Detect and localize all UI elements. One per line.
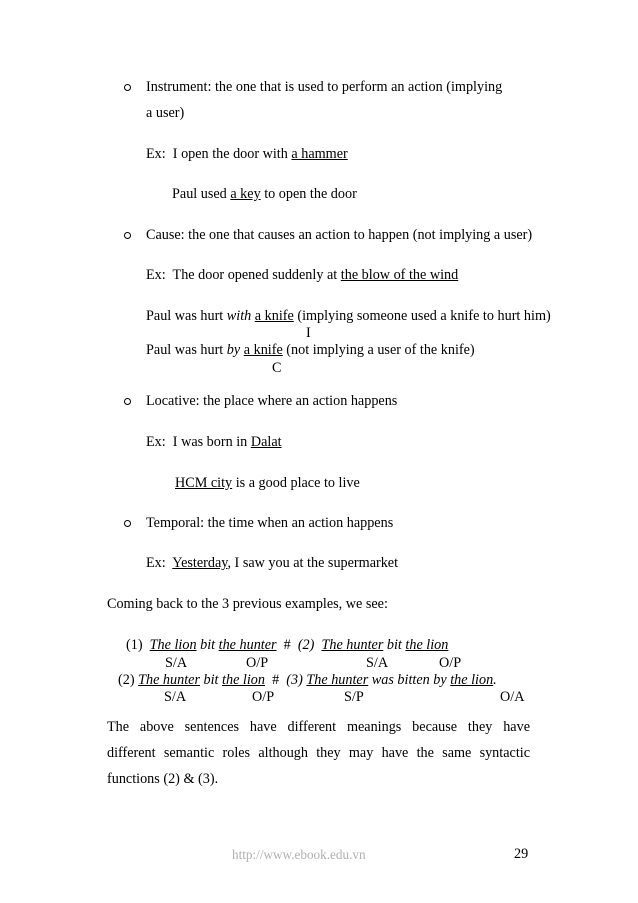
role-label: Cause:	[146, 227, 185, 243]
example-prefix: Ex: I was born in	[146, 434, 251, 450]
subject-phrase: The hunter	[321, 637, 384, 653]
object-phrase: the hunter	[218, 637, 277, 653]
footer-url[interactable]: http://www.ebook.edu.vn	[232, 847, 366, 862]
role-label-sa: S/A	[366, 655, 389, 671]
role-label-sa: S/A	[165, 655, 188, 671]
temporal-example	[146, 555, 398, 571]
bullet-icon	[124, 84, 131, 91]
object-phrase: the lion	[405, 637, 449, 653]
role-label-sp: S/P	[344, 689, 364, 705]
underlined-phrase: a key	[230, 186, 261, 202]
instrument-definition-cont: a user)	[146, 105, 185, 121]
role-label-op: O/P	[246, 655, 269, 671]
underlined-phrase: a knife	[254, 308, 294, 324]
example-text: is a good place to live	[232, 475, 360, 491]
conclusion-line-3: functions (2) & (3).	[107, 771, 219, 787]
sentence-text: (not implying a user of the knife)	[282, 342, 475, 358]
example-number: (2)	[297, 637, 315, 653]
verb-word: bit	[196, 637, 219, 653]
conclusion-line-2: different semantic roles although they may have the same syntactic	[107, 745, 530, 761]
example-number: (3)	[286, 672, 303, 688]
bullet-icon	[124, 398, 131, 405]
example-text: to open the door	[260, 186, 357, 202]
object-phrase: the lion	[450, 672, 494, 688]
definition-text: the one that is used to perform an action (implying	[214, 79, 503, 95]
example-prefix: Ex: The door opened suddenly at	[146, 267, 341, 283]
definition-text: the place where an action happens	[203, 393, 398, 409]
italic-word: with	[226, 308, 252, 324]
role-label-op: O/P	[439, 655, 462, 671]
verb-word: was bitten by	[368, 672, 451, 688]
example-prefix: Ex: I open the door with	[146, 146, 292, 162]
italic-word: by	[226, 342, 241, 358]
role-label-oa: O/A	[500, 689, 525, 705]
subject-phrase: The hunter	[306, 672, 369, 688]
bullet-icon	[124, 520, 131, 527]
cause-example	[146, 267, 458, 283]
definition-text: the time when an action happens	[207, 515, 394, 531]
instrument-example-1	[146, 146, 348, 162]
underlined-phrase: Dalat	[250, 434, 282, 450]
locative-example-1	[146, 434, 282, 450]
temporal-definition	[146, 515, 393, 531]
conclusion-line-1: The above sentences have different meanings because they have	[107, 719, 530, 735]
verb-word: bit	[383, 637, 406, 653]
example-number: (2)	[118, 672, 135, 688]
role-label: Temporal:	[146, 515, 205, 531]
role-label: Instrument:	[146, 79, 212, 95]
role-label-sa: S/A	[164, 689, 187, 705]
sentence-text: Paul was hurt	[146, 308, 227, 324]
subject-phrase: The hunter	[138, 672, 200, 688]
role-label-op: O/P	[252, 689, 275, 705]
role-mark-cause: C	[272, 360, 282, 376]
page-number: 29	[514, 846, 529, 862]
paragraph-lead: Coming back to the 3 previous examples, we see:	[107, 596, 388, 612]
role-mark-instrument: I	[306, 325, 311, 341]
example-text: , I saw you at the supermarket	[227, 555, 399, 571]
underlined-phrase: a hammer	[291, 146, 348, 162]
verb-word: bit	[199, 672, 223, 688]
object-phrase: the lion	[222, 672, 265, 688]
underlined-phrase: HCM city	[175, 475, 233, 491]
cause-sentence-by	[146, 342, 475, 358]
period: .	[493, 672, 497, 688]
underlined-phrase: the blow of the wind	[340, 267, 459, 283]
separator: #	[272, 672, 280, 688]
subject-phrase: The lion	[149, 637, 197, 653]
example-prefix: Ex:	[146, 555, 173, 571]
example-text: Paul used	[172, 186, 231, 202]
role-label: Locative:	[146, 393, 200, 409]
instrument-definition	[146, 79, 502, 95]
definition-text: the one that causes an action to happen (not implying a user)	[188, 227, 533, 243]
instrument-example-2	[172, 186, 357, 202]
locative-example-2	[175, 475, 360, 491]
example-pair-row-1	[126, 637, 448, 653]
separator: #	[283, 637, 291, 653]
underlined-phrase: a knife	[243, 342, 283, 358]
bullet-icon	[124, 232, 131, 239]
locative-definition	[146, 393, 397, 409]
cause-sentence-with	[146, 308, 551, 324]
sentence-text: Paul was hurt	[146, 342, 227, 358]
example-number: (1)	[126, 637, 143, 653]
sentence-text: (implying someone used a knife to hurt him)	[293, 308, 551, 324]
example-pair-row-2	[118, 672, 497, 688]
cause-definition	[146, 227, 532, 243]
underlined-phrase: Yesterday	[172, 555, 228, 571]
